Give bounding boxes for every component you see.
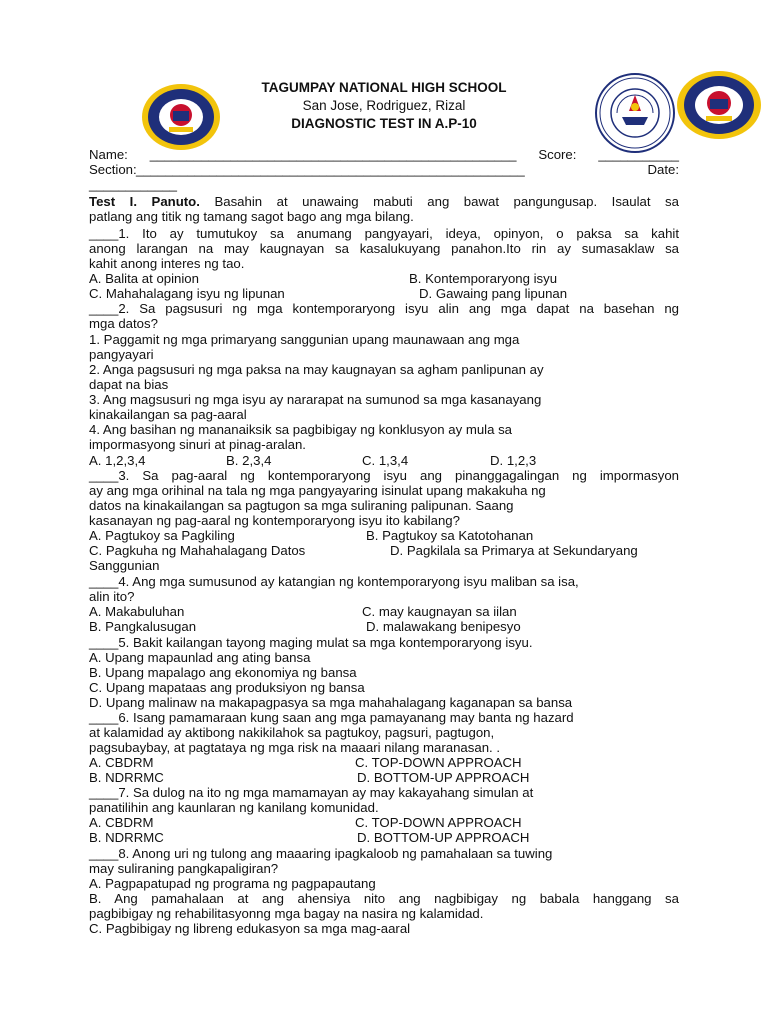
q3-line-3: datos na kinakailangan sa pagtugon sa mga suliraning palipunan. Saang — [89, 498, 514, 513]
q2-statement-3b: kinakailangan sa pag-aaral — [89, 407, 247, 422]
q4-choice-c: C. may kaugnayan sa iilan — [362, 604, 517, 619]
q2-choice-a: A. 1,2,3,4 — [89, 453, 146, 468]
q3-options-row-2 — [89, 543, 679, 558]
q5-choice-d: D. Upang malinaw na makapagpasya sa mga mahahalagang kaganapan sa bansa — [89, 695, 573, 710]
q5-line-1: ____5. Bakit kailangan tayong maging mulat sa mga kontemporaryong isyu. — [89, 635, 533, 650]
q8-line-2: may suliraning pangkapaligiran? — [89, 861, 279, 876]
q5-choice-a: A. Upang mapaunlad ang ating bansa — [89, 650, 311, 665]
q2-line-2: mga datos? — [89, 316, 158, 331]
instructions-line-1 — [89, 194, 679, 209]
school-name: TAGUMPAY NATIONAL HIGH SCHOOL — [261, 80, 507, 95]
q3-line-4: kasanayan ng pag-aaral ng kontemporaryong isyu ito kabilang? — [89, 513, 460, 528]
q2-statement-1a: 1. Paggamit ng mga primaryang sanggunian upang maunawaan ang mga — [89, 332, 520, 347]
q7-line-2: panatilihin ang kaunlaran ng kanilang komunidad. — [89, 800, 379, 815]
q6-choice-c: C. TOP-DOWN APPROACH — [355, 755, 522, 770]
q6-choice-a: A. CBDRM — [89, 755, 154, 770]
section-blank: _____________________________________________________ — [136, 162, 525, 177]
q6-choice-d: D. BOTTOM-UP APPROACH — [357, 770, 530, 785]
q2-options-row — [89, 453, 679, 468]
section-date-row — [89, 162, 679, 177]
q8-choice-b-line-1: B. Ang pamahalaan at ang ahensiya nito ang nagbibigay ng babala hanggang sa — [89, 891, 679, 906]
q2-statement-4a: 4. Ang basihan ng mananaiksik sa pagbibigay ng konklusyon ay mula sa — [89, 422, 513, 437]
q3-options-row-1 — [89, 528, 679, 543]
school-address: San Jose, Rodriguez, Rizal — [302, 98, 466, 113]
q3-choice-d: D. Pagkilala sa Primarya at Sekundaryang — [390, 543, 638, 558]
q8-choice-c: C. Pagbibigay ng libreng edukasyon sa mga mag-aaral — [89, 921, 411, 936]
q4-choice-d: D. malawakang benipesyo — [366, 619, 521, 634]
q1-line-3: kahit anong interes ng tao. — [89, 256, 245, 271]
q5-choice-b: B. Upang mapalago ang ekonomiya ng bansa — [89, 665, 357, 680]
name-score-row: Name: __________________________________________________ Score: ___________ — [89, 147, 679, 162]
q8-line-1: ____8. Anong uri ng tulong ang maaaring ipagkaloob ng pamahalaan sa tuwing — [89, 846, 553, 861]
q2-choice-b: B. 2,3,4 — [226, 453, 272, 468]
test-title: DIAGNOSTIC TEST IN A.P-10 — [291, 116, 477, 131]
q6-line-3: pagsubaybay, at pagtataya ng mga risk na maaari nilang maranasan. . — [89, 740, 501, 755]
q8-choice-a: A. Pagpapatupad ng programa ng pagpapautang — [89, 876, 376, 891]
q2-statement-3a: 3. Ang magsusuri ng mga isyu ay nararapat na sumunod sa mga kasanayang — [89, 392, 542, 407]
q2-line-1: ____2. Sa pagsusuri ng mga kontemporaryong isyu alin ang mga dapat na basehan ng — [89, 301, 679, 316]
test-label: Test I. Panuto. — [89, 194, 200, 209]
q1-choice-b: B. Kontemporaryong isyu — [409, 271, 558, 286]
q2-statement-2b: dapat na bias — [89, 377, 169, 392]
section-label: Section: — [89, 162, 137, 177]
q1-options-row-1 — [89, 271, 679, 286]
q7-choice-b: B. NDRRMC — [89, 830, 164, 845]
q6-line-1: ____6. Isang pamamaraan kung saan ang mga pamayanang may banta ng hazard — [89, 710, 574, 725]
q4-choice-a: A. Makabuluhan — [89, 604, 185, 619]
q3-line-2: ay ang mga orihinal na tala ng mga pangyayaring isinulat upang makakuha ng — [89, 483, 546, 498]
q6-choice-b: B. NDRRMC — [89, 770, 164, 785]
date-label: Date: — [647, 162, 679, 177]
q4-line-2: alin ito? — [89, 589, 135, 604]
q3-choice-d-cont: Sanggunian — [89, 558, 160, 573]
q4-line-1: ____4. Ang mga sumusunod ay katangian ng kontemporaryong isyu maliban sa isa, — [89, 574, 579, 589]
q2-choice-d: D. 1,2,3 — [490, 453, 537, 468]
q6-options-row-2 — [89, 770, 679, 785]
q3-line-1: ____3. Sa pag-aaral ng kontemporaryong isyu ang pinanggagalingan ng impormasyon — [89, 468, 679, 483]
q4-options-row-2 — [89, 619, 679, 634]
q2-statement-1b: pangyayari — [89, 347, 154, 362]
q7-options-row-1 — [89, 815, 679, 830]
instructions-text: Basahin at unawaing mabuti ang bawat pangungusap. Isaulat sa — [214, 194, 679, 209]
q3-choice-c: C. Pagkuha ng Mahahalagang Datos — [89, 543, 306, 558]
q7-line-1: ____7. Sa dulog na ito ng mga mamamayan ay may kakayahang simulan at — [89, 785, 534, 800]
q8-choice-b-line-2: pagbibigay ng rehabilitasyonng mga bagay na nasira ng kalamidad. — [89, 906, 484, 921]
q7-choice-d: D. BOTTOM-UP APPROACH — [357, 830, 530, 845]
q7-options-row-2 — [89, 830, 679, 845]
q4-choice-b: B. Pangkalusugan — [89, 619, 197, 634]
q3-choice-a: A. Pagtukoy sa Pagkiling — [89, 528, 235, 543]
q5-choice-c: C. Upang mapataas ang produksiyon ng bansa — [89, 680, 365, 695]
q7-choice-a: A. CBDRM — [89, 815, 154, 830]
q1-choice-a: A. Balita at opinion — [89, 271, 199, 286]
q7-choice-c: C. TOP-DOWN APPROACH — [355, 815, 522, 830]
q1-options-row-2 — [89, 286, 679, 301]
q1-choice-c: C. Mahahalagang isyu ng lipunan — [89, 286, 285, 301]
q1-line-2: anong larangan na may kaugnayan sa kasalukuyang panahon.Ito rin ay sumasaklaw sa — [89, 241, 679, 256]
instructions-line-2: patlang ang titik ng tamang sagot bago ang mga bilang. — [89, 209, 414, 224]
q3-choice-b: B. Pagtukoy sa Katotohanan — [366, 528, 534, 543]
q2-statement-2a: 2. Anga pagsusuri ng mga paksa na may kaugnayan sa agham panlipunan ay — [89, 362, 544, 377]
q6-line-2: at kalamidad ay aktibong nakikilahok sa pagtukoy, pagsuri, pagtugon, — [89, 725, 495, 740]
q4-options-row-1 — [89, 604, 679, 619]
date-blank: ____________ — [89, 177, 178, 192]
q2-statement-4b: impormasyong sinuri at pinag-aralan. — [89, 437, 306, 452]
q2-choice-c: C. 1,3,4 — [362, 453, 409, 468]
q1-line-1: ____1. Ito ay tumutukoy sa anumang pangyayari, ideya, opinyon, o paksa sa kahit — [89, 226, 679, 241]
q1-choice-d: D. Gawaing pang lipunan — [419, 286, 568, 301]
q6-options-row-1 — [89, 755, 679, 770]
